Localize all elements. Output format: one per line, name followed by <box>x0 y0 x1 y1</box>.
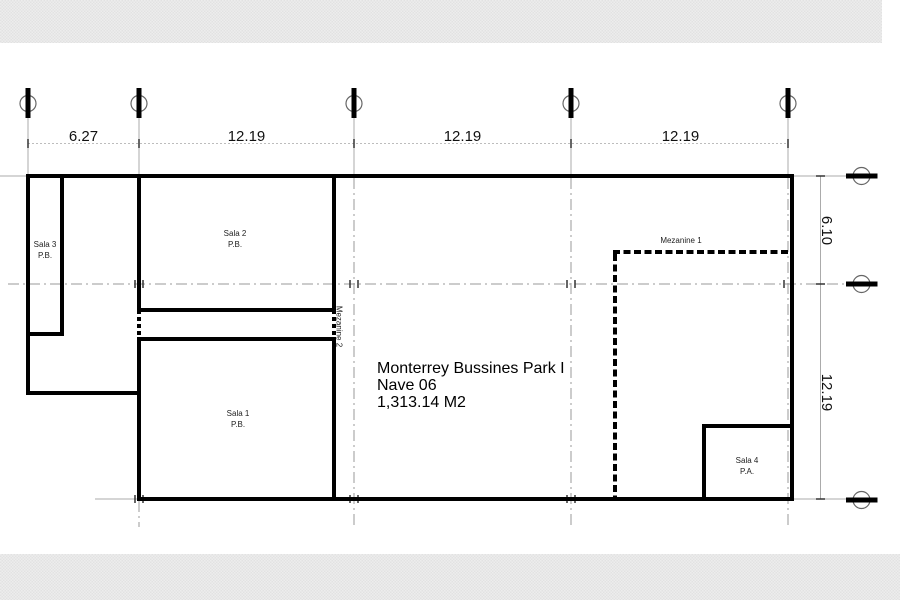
room-label-mezanine2: Mezanine 2 <box>334 305 344 348</box>
dimension-top-2: 12.19 <box>227 128 266 145</box>
grid-bubble-bar <box>137 88 142 118</box>
room-name: Sala 3 <box>33 240 57 249</box>
dimension-top-4: 12.19 <box>661 128 700 145</box>
grid-bubble-bar <box>846 174 878 179</box>
grid-bubble-bar <box>846 498 878 503</box>
dimension-top-3: 12.19 <box>443 128 482 145</box>
grid-bubble-bar <box>569 88 574 118</box>
mezzanine2-dashed-walls <box>139 310 334 339</box>
room-level: P.A. <box>739 467 755 476</box>
room-label-sala2 <box>205 228 265 250</box>
dimension-top-1: 6.27 <box>68 128 99 145</box>
dimension-right-2: 12.19 <box>818 373 835 412</box>
title-block <box>377 360 565 411</box>
room-label-sala1 <box>208 408 268 430</box>
title-line-3: 1,313.14 M2 <box>377 394 466 411</box>
room-label-mezanine1: Mezanine 1 <box>660 236 702 245</box>
room-name: Sala 4 <box>735 456 759 465</box>
column-grid-bubbles-top <box>20 88 796 118</box>
walls <box>26 174 794 501</box>
room-level: P.B. <box>230 420 246 429</box>
title-line-1: Monterrey Bussines Park I <box>377 360 565 377</box>
room-name: Sala 1 <box>226 409 250 418</box>
grid-bubble-bar <box>352 88 357 118</box>
dimension-right-1: 6.10 <box>818 215 835 246</box>
room-name: Sala 2 <box>223 229 247 238</box>
room-label-sala4 <box>717 455 777 477</box>
grid-bubble-bar <box>786 88 791 118</box>
title-line-2: Nave 06 <box>377 377 437 394</box>
room-level: P.B. <box>37 251 53 260</box>
room-label-sala3 <box>15 239 75 261</box>
room-level: P.B. <box>227 240 243 249</box>
column-grid-bubbles-right <box>846 168 878 509</box>
grid-bubble-bar <box>846 282 878 287</box>
grid-bubble-bar <box>26 88 31 118</box>
